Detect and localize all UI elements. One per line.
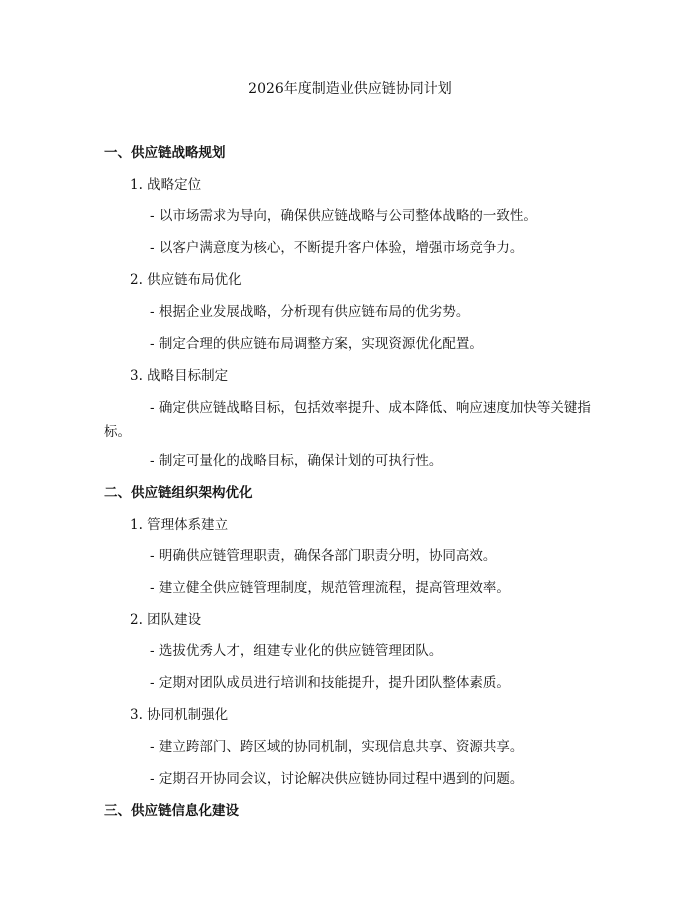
bullet-item: - 选拔优秀人才，组建专业化的供应链管理团队。 <box>150 643 443 659</box>
bullet-item: - 建立跨部门、跨区域的协同机制，实现信息共享、资源共享。 <box>150 739 524 755</box>
bullet-item: - 制定合理的供应链布局调整方案，实现资源优化配置。 <box>150 336 483 352</box>
bullet-item: - 制定可量化的战略目标，确保计划的可执行性。 <box>150 453 443 469</box>
bullet-item: - 定期召开协同会议，讨论解决供应链协同过程中遇到的问题。 <box>150 771 524 787</box>
bullet-item: - 根据企业发展战略，分析现有供应链布局的优劣势。 <box>150 304 470 320</box>
document-title: 2026年度制造业供应链协同计划 <box>248 81 452 97</box>
subsection-heading: 1. 战略定位 <box>130 177 202 193</box>
bullet-item: - 确定供应链战略目标，包括效率提升、成本降低、响应速度加快等关键指标。 <box>104 400 591 440</box>
subsection-heading: 3. 战略目标制定 <box>130 368 229 384</box>
bullet-item: - 明确供应链管理职责，确保各部门职责分明，协同高效。 <box>150 548 497 564</box>
section-heading: 一、供应链战略规划 <box>104 145 226 161</box>
bullet-item: - 以市场需求为导向，确保供应链战略与公司整体战略的一致性。 <box>150 208 537 224</box>
bullet-item: - 以客户满意度为核心，不断提升客户体验，增强市场竞争力。 <box>150 240 524 256</box>
bullet-item: - 建立健全供应链管理制度，规范管理流程，提高管理效率。 <box>150 580 510 596</box>
section-heading: 三、供应链信息化建设 <box>104 803 239 819</box>
subsection-heading: 2. 团队建设 <box>130 612 202 628</box>
bullet-item: - 定期对团队成员进行培训和技能提升，提升团队整体素质。 <box>150 675 510 691</box>
subsection-heading: 3. 协同机制强化 <box>130 707 229 723</box>
subsection-heading: 2. 供应链布局优化 <box>130 272 242 288</box>
section-heading: 二、供应链组织架构优化 <box>104 485 253 501</box>
subsection-heading: 1. 管理体系建立 <box>130 517 229 533</box>
